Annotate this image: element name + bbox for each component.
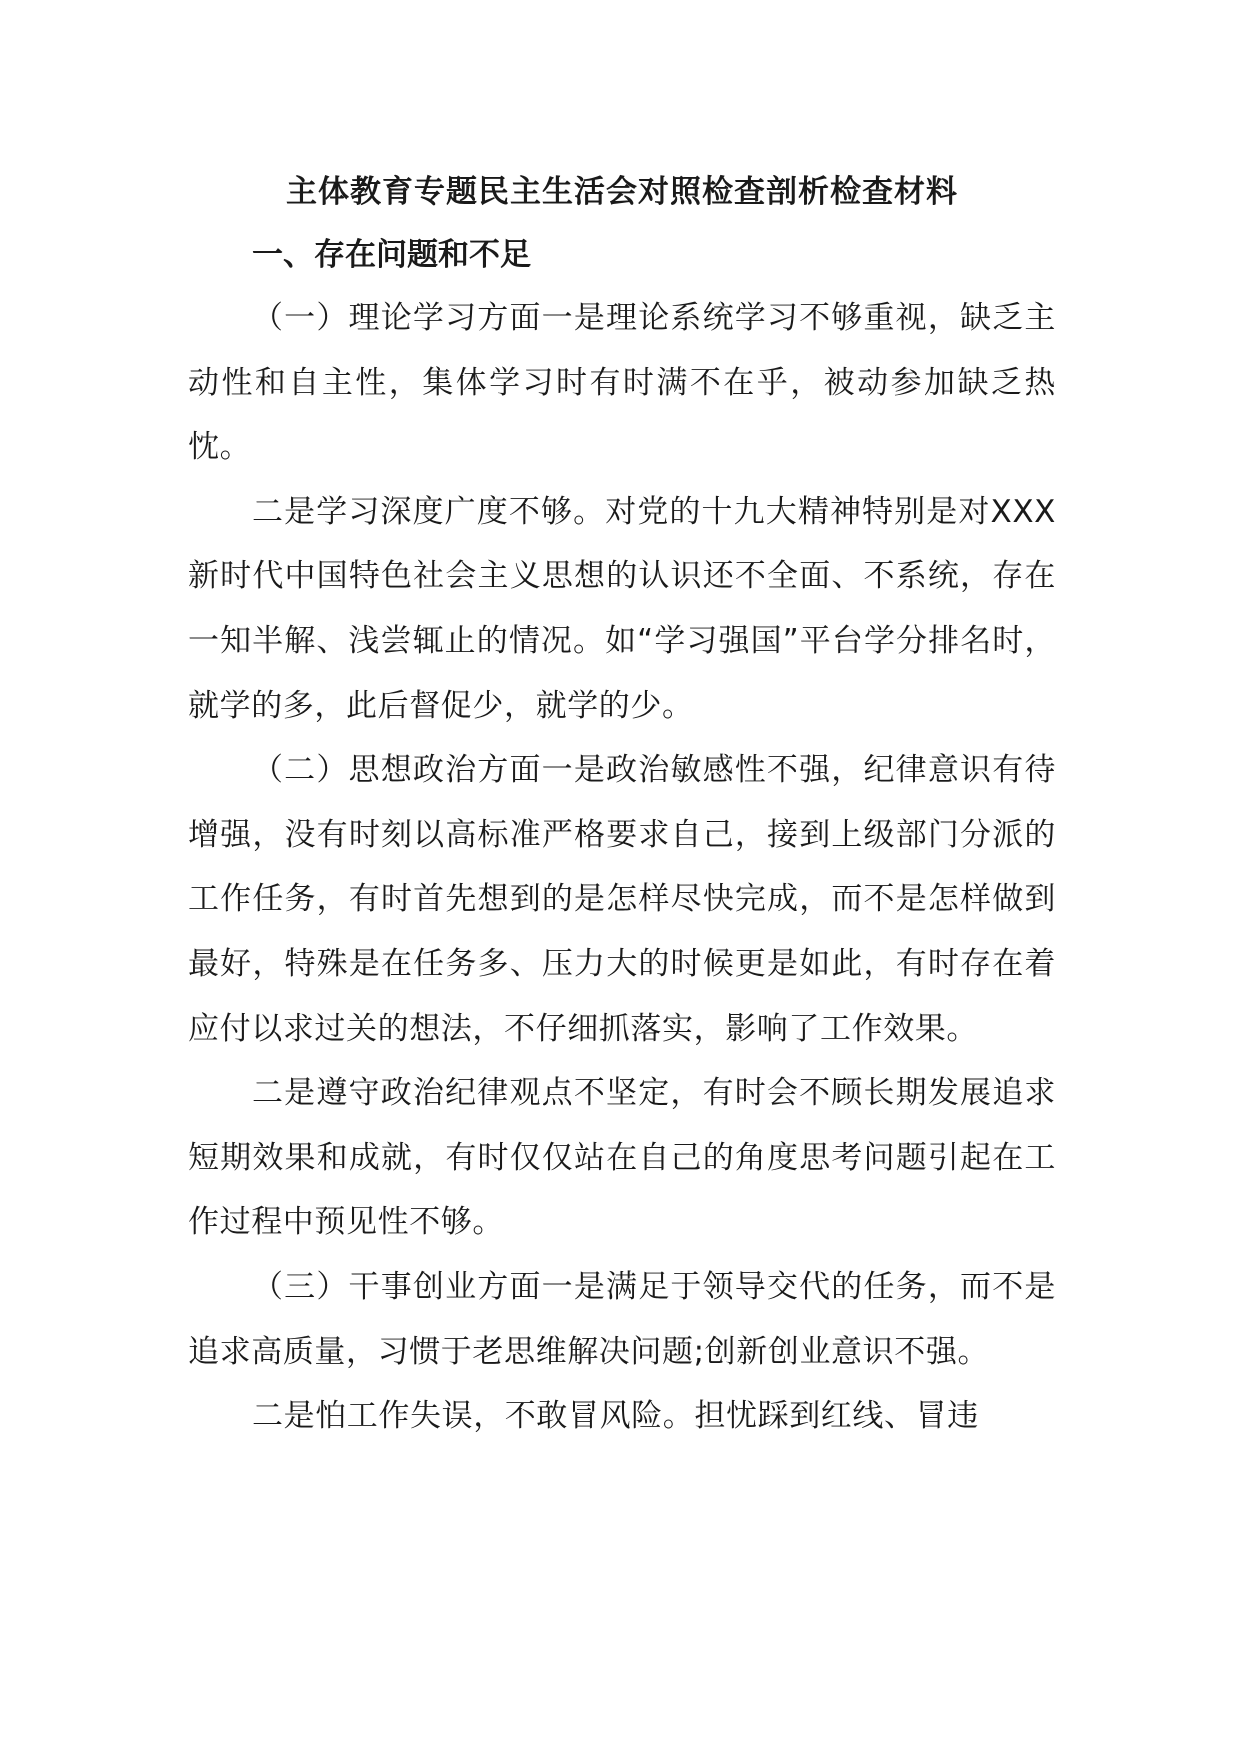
section-heading: 一、存在问题和不足 xyxy=(252,237,531,273)
paragraph-political-thought: （二）思想政治方面一是政治敏感性不强，纪律意识有待增强，没有时刻以高标准严格要求自己，接到上级部门分派的工作任务，有时首先想到的是怎样尽快完成，而不是怎样做到最好，特殊是在任务多、压力大的时候更是如此，有时存在着应付以求过关的想法，不仔细抓落实，影响了工作效果。 xyxy=(188,752,1056,1047)
document-page xyxy=(188,160,1056,1449)
paragraph-fear-of-mistakes: 二是怕工作失误，不敢冒风险。担忧踩到红线、冒违 xyxy=(252,1398,979,1435)
paragraph-study-depth: 二是学习深度广度不够。对党的十九大精神特别是对XXX新时代中国特色社会主义思想的认识还不全面、不系统，存在一知半解、浅尝辄止的情况。如“学习强国”平台学分排名时，就学的多，此后督促少，就学的少。 xyxy=(188,493,1056,724)
paragraph-theory-study: （一）理论学习方面一是理论系统学习不够重视，缺乏主动性和自主性，集体学习时有时满不在乎，被动参加缺乏热忱。 xyxy=(188,300,1056,466)
document-title: 主体教育专题民主生活会对照检查剖析检查材料 xyxy=(286,174,958,210)
paragraph-entrepreneurship: （三）干事创业方面一是满足于领导交代的任务，而不是追求高质量，习惯于老思维解决问题;创新创业意识不强。 xyxy=(188,1268,1056,1370)
paragraph-political-discipline: 二是遵守政治纪律观点不坚定，有时会不顾长期发展追求短期效果和成就，有时仅仅站在自己的角度思考问题引起在工作过程中预见性不够。 xyxy=(188,1075,1056,1241)
